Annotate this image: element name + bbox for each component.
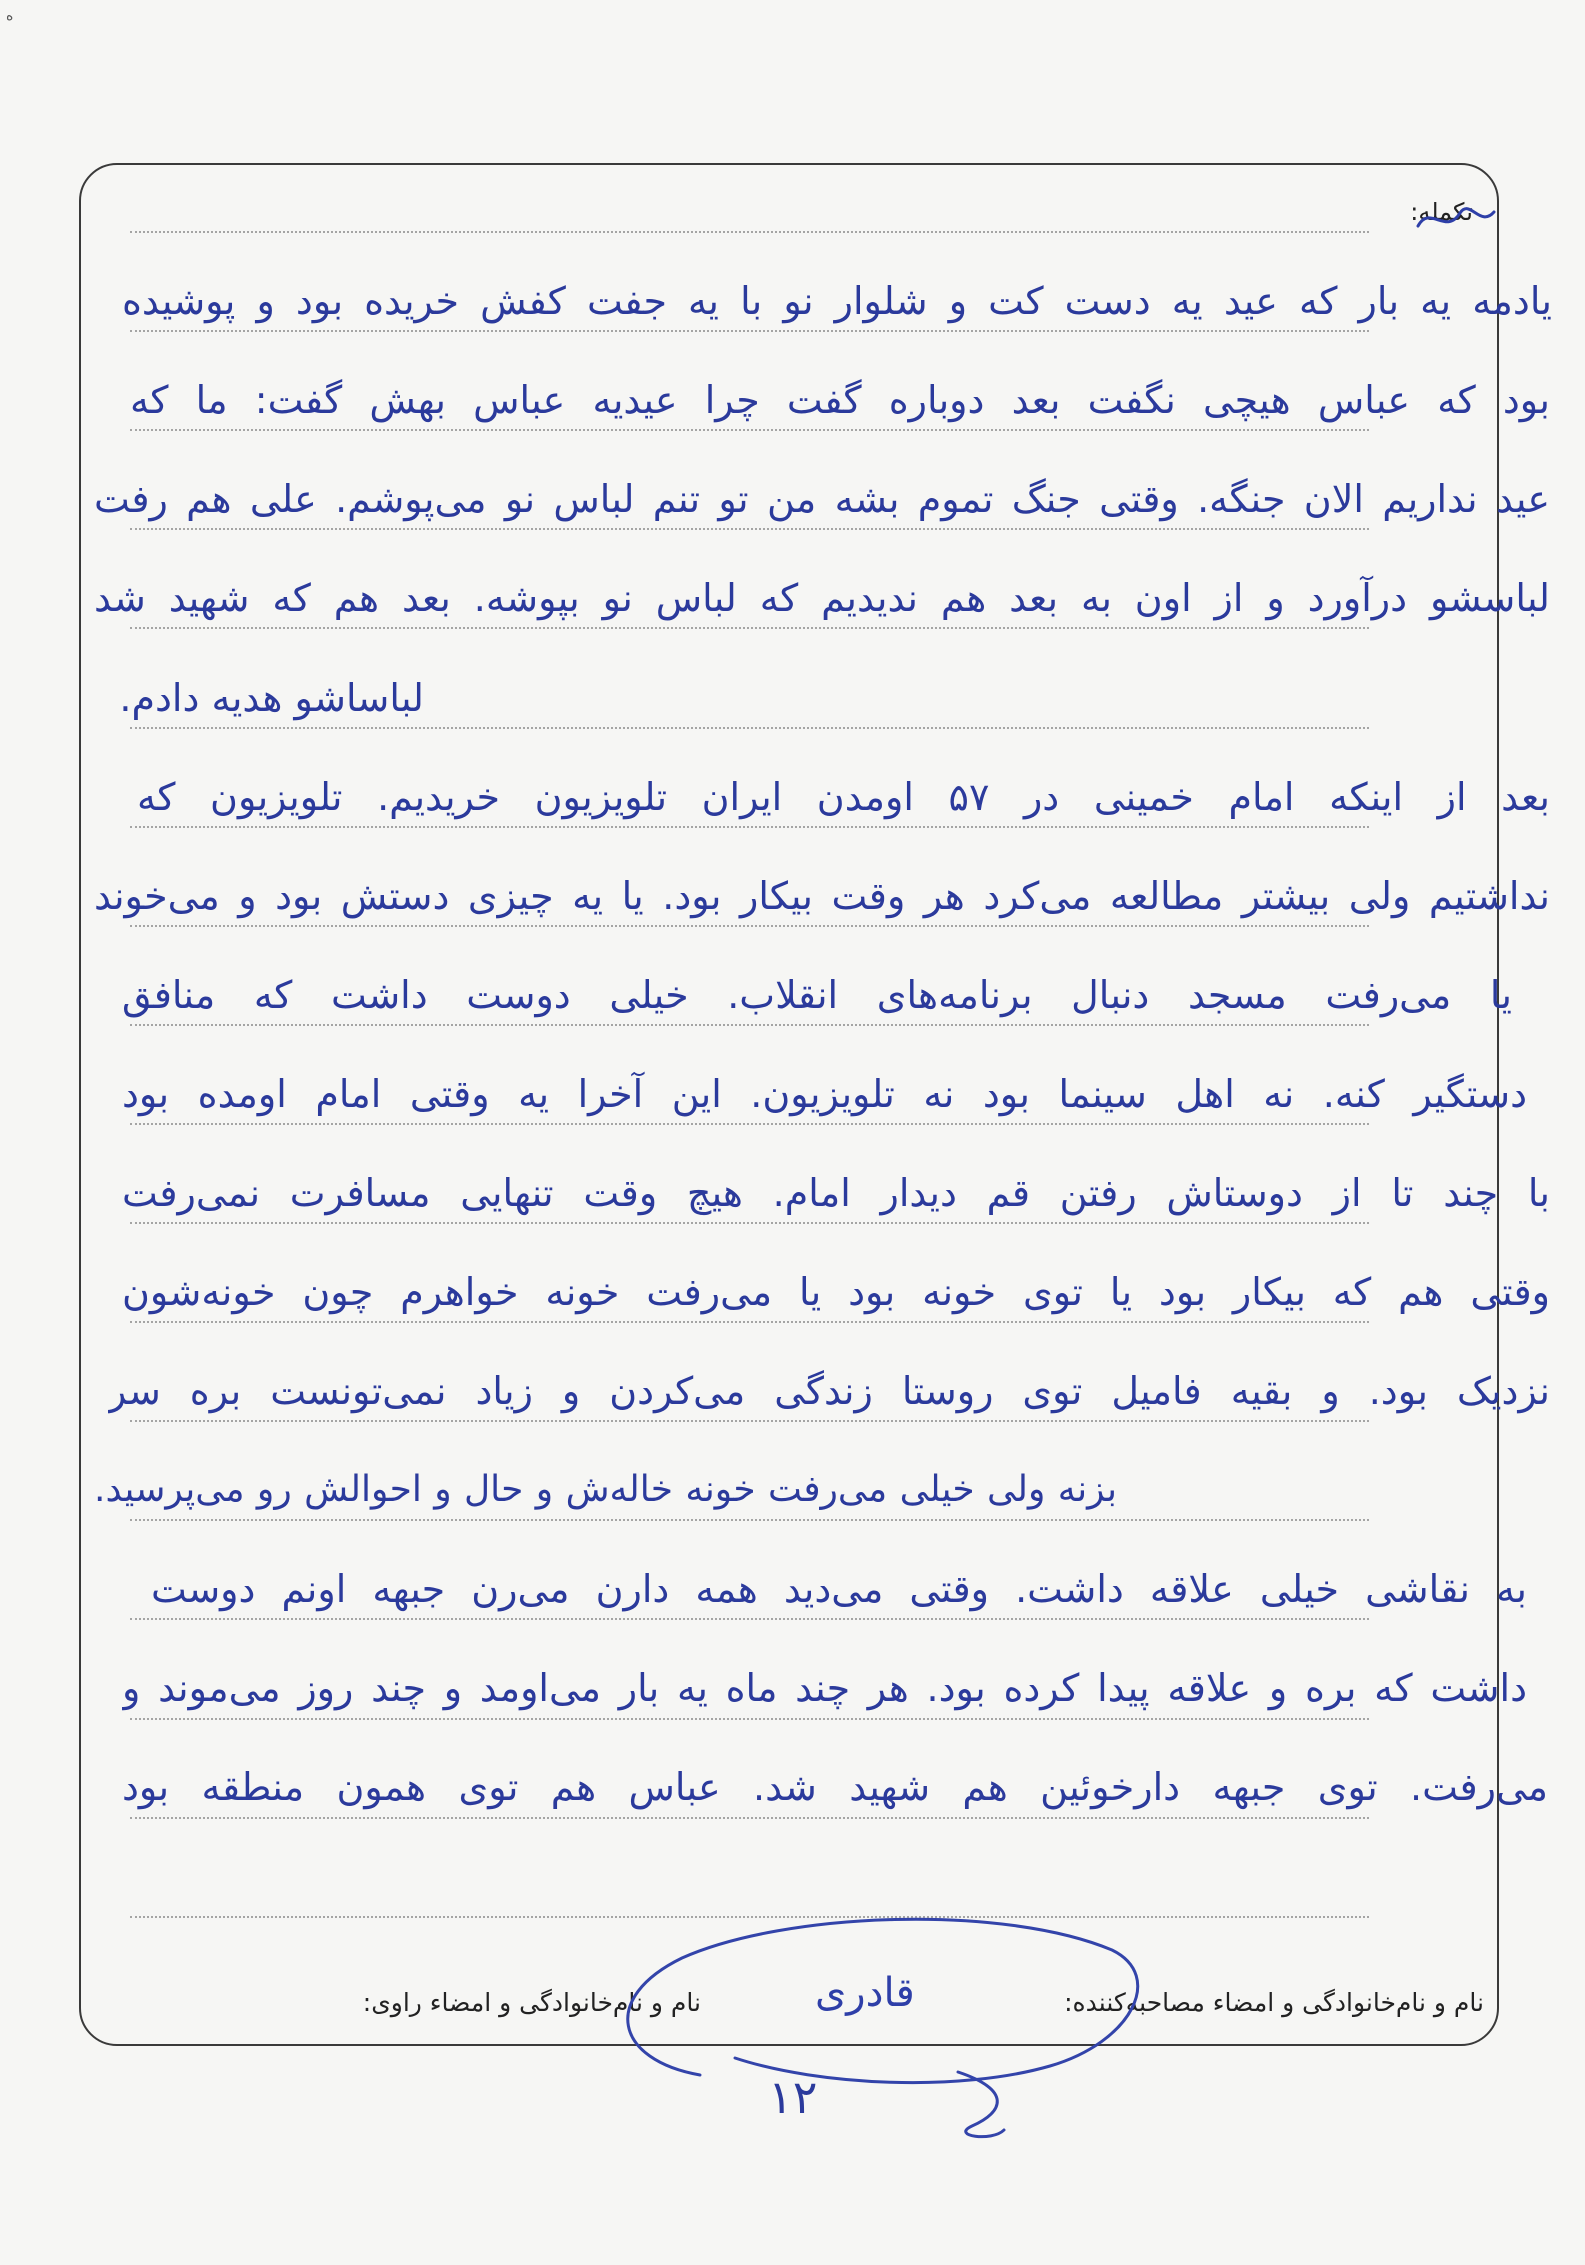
corner-mark: ه: [6, 8, 14, 24]
dotted-rule: [130, 1916, 1369, 1918]
supplement-label: تکمله:: [1410, 198, 1473, 226]
handwritten-line: لباساشو هدیه دادم.: [119, 676, 424, 720]
handwritten-line: با چند تا از دوستاش رفتن قم دیدار امام. هیچ وقت تنهایی مسافرت نمی‌رفت: [122, 1171, 1550, 1215]
handwritten-line: بود که عباس هیچی نگفت بعد دوباره گفت چرا عیدیه عباس بهش گفت: ما که: [130, 378, 1550, 422]
handwritten-line: لباسشو درآورد و از اون به بعد هم ندیدیم که لباس نو بپوشه. بعد هم که شهید شد: [94, 576, 1550, 620]
signature-tail: [958, 2072, 1004, 2137]
interviewer-signature: قادری: [815, 1970, 915, 2016]
handwritten-line: یادمه یه بار که عید یه دست کت و شلوار نو با یه جفت کفش خریده بود و پوشیده: [122, 279, 1552, 323]
narrator-name-label: نام و نام‌خانوادگی و امضاء راوی:: [362, 1988, 701, 2017]
page-number: ۱۲: [768, 2070, 818, 2124]
handwritten-line: به نقاشی خیلی علاقه داشت. وقتی می‌دید همه دارن می‌رن جبهه اونم دوست: [151, 1567, 1527, 1611]
handwritten-line: یا می‌رفت مسجد دنبال برنامه‌های انقلاب. خیلی دوست داشت که منافق: [122, 973, 1512, 1017]
dotted-rule: [130, 231, 1369, 233]
handwritten-line: وقتی هم که بیکار بود یا توی خونه بود یا می‌رفت خونه خواهرم چون خونه‌شون: [122, 1270, 1550, 1314]
handwritten-line: عید نداریم الان جنگه. وقتی جنگ تموم بشه من تو تنم لباس نو می‌پوشم. علی هم رفت: [94, 477, 1550, 521]
handwritten-line: داشت که بره و علاقه پیدا کرده بود. هر چند ماه یه بار می‌اومد و چند روز می‌موند و: [122, 1666, 1527, 1710]
handwritten-line: بعد از اینکه امام خمینی در ۵۷ اومدن ایران تلویزیون خریدیم. تلویزیون که: [137, 775, 1550, 819]
handwritten-line: نزدیک بود. و بقیه فامیل توی روستا زندگی می‌کردن و زیاد نمی‌تونست بره سر: [108, 1369, 1550, 1413]
interviewer-name-label: نام و نام‌خانوادگی و امضاء مصاحبه‌کننده:: [1064, 1988, 1484, 2017]
handwritten-line: نداشتیم ولی بیشتر مطالعه می‌کرد هر وقت بیکار بود. یا یه چیزی دستش بود و می‌خوند: [94, 874, 1550, 918]
handwritten-line: دستگیر کنه. نه اهل سینما بود نه تلویزیون. این آخرا یه وقتی امام اومده بود: [122, 1072, 1527, 1116]
handwritten-line: بزنه ولی خیلی می‌رفت خونه خاله‌ش و حال و احوالش رو می‌پرسید.: [94, 1469, 1117, 1510]
handwritten-line: می‌رفت. توی جبهه دارخوئین هم شهید شد. عباس هم توی همون منطقه بود: [122, 1765, 1548, 1809]
